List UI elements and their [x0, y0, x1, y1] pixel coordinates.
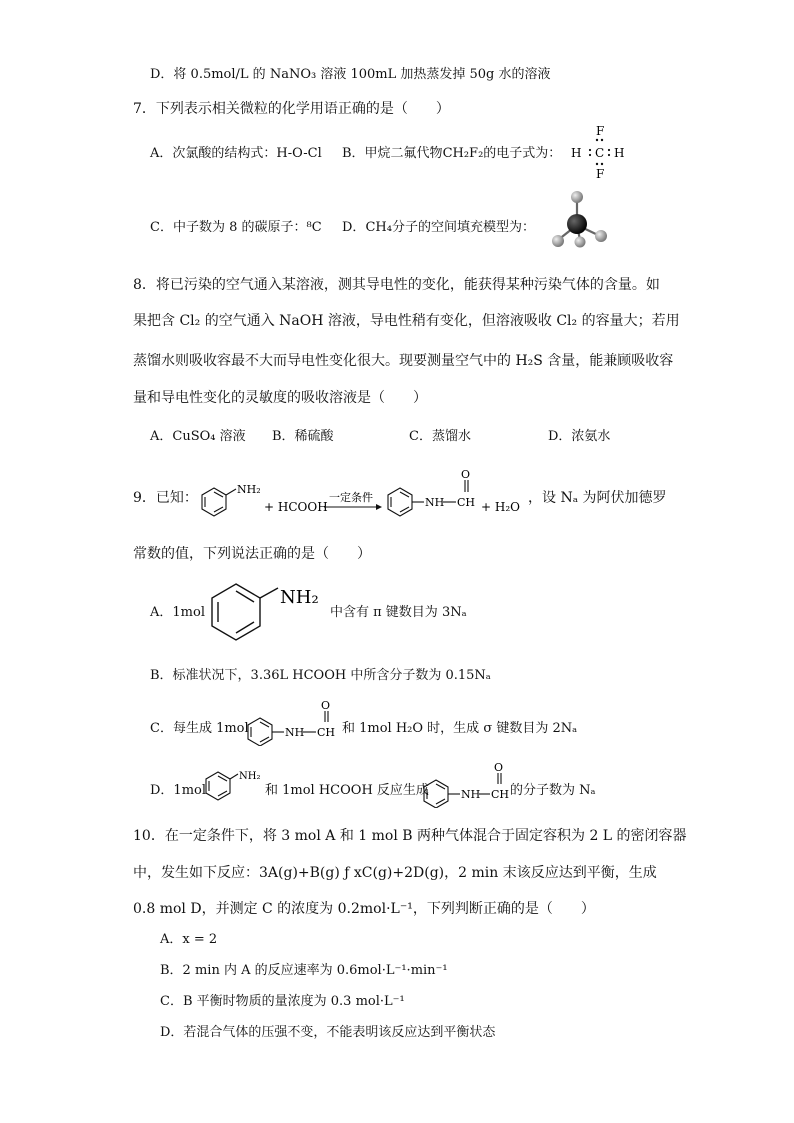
q9-option-c-formanilide	[244, 700, 344, 746]
lewis-f-top: F	[596, 124, 605, 138]
q10-option-d: D．若混合气体的压强不变，不能表明该反应达到平衡状态	[160, 1025, 496, 1040]
q7-option-d-prefix: D．	[342, 220, 366, 235]
q8-line-4: 量和导电性变化的灵敏度的吸收溶液是（ ）	[133, 390, 427, 406]
q10-option-c: C．B 平衡时物质的量浓度为 0.3 mol·L⁻¹	[160, 994, 405, 1009]
q7-option-d-formula: CH₄	[365, 220, 392, 235]
q9-reaction-equation	[196, 468, 526, 524]
q9-stem-line-2: 常数的值，下列说法正确的是（ ）	[133, 546, 371, 562]
q8-option-c: C．蒸馏水	[409, 429, 471, 444]
q9-option-a-prefix: A．1mol	[150, 605, 205, 620]
lewis-f-bottom: F	[596, 167, 605, 180]
q8-option-b: B．稀硫酸	[272, 429, 334, 444]
q10-option-b: B．2 min 内 A 的反应速率为 0.6mol·L⁻¹·min⁻¹	[160, 963, 448, 978]
q9-option-d-nh2: NH₂	[239, 771, 261, 782]
q9-option-d-suffix: 的分子数为 Nₐ	[510, 783, 596, 798]
q9-condition: 一定条件	[329, 491, 373, 504]
q7-stem: 7．下列表示相关微粒的化学用语正确的是（ ）	[133, 101, 450, 117]
lewis-structure-ch2f2	[566, 124, 628, 180]
q9-option-a-suffix: 中含有 π 键数目为 3Nₐ	[330, 605, 467, 620]
q8-line-1: 8．将已污染的空气通入某溶液，测其导电性的变化，能获得某种污染气体的含量。如	[133, 277, 660, 293]
q9-option-d-ch: CH	[491, 788, 510, 801]
q10-line-2: 中，发生如下反应：3A(g)+B(g) ƒ xC(g)+2D(g)，2 min 末该反应达到平衡，生成	[133, 865, 657, 881]
q7-option-b-prefix: B．甲烷二氟代物	[342, 146, 443, 161]
methane-model-image	[548, 188, 612, 250]
q9-product-o: O	[461, 468, 471, 481]
q9-option-d-mid: 和 1mol HCOOH 反应生成	[265, 783, 429, 798]
q9-option-a-nh2: NH₂	[280, 587, 319, 608]
q9-option-d-o: O	[494, 762, 504, 774]
q9-option-d-formanilide	[420, 762, 512, 808]
q7-option-b-suffix: 的电子式为：	[483, 146, 562, 161]
q9-option-d-nh: NH	[461, 788, 481, 801]
q10-option-a: A．x = 2	[160, 932, 218, 947]
lewis-h-right: H	[614, 146, 625, 160]
q9-option-b: B．标准状况下，3.36L HCOOH 中所含分子数为 0.15Nₐ	[150, 668, 491, 683]
lewis-c-center: C	[595, 146, 605, 160]
q9-plus-h2o: + H₂O	[481, 500, 520, 514]
q8-option-d: D．浓氨水	[548, 429, 611, 444]
q7-option-a: A．次氯酸的结构式：H-O-Cl	[150, 146, 322, 161]
q9-option-c-o: O	[321, 700, 331, 712]
lewis-h-left: H	[571, 146, 582, 160]
q9-product-ch: CH	[457, 496, 476, 509]
q9-option-c-prefix: C．每生成 1mol	[150, 721, 249, 736]
q9-option-a-aniline	[206, 578, 326, 644]
q7-option-d-suffix: 分子的空间填充模型为：	[391, 220, 535, 235]
q10-line-3: 0.8 mol D，并测定 C 的浓度为 0.2mol·L⁻¹，下列判断正确的是（ ）	[133, 901, 595, 917]
q7-option-b-formula: CH₂F₂	[442, 146, 484, 161]
q9-option-d-prefix: D．1mol	[150, 783, 207, 798]
q7-option-d	[342, 219, 535, 237]
q9-stem-suffix: ，设 Nₐ 为阿伏加德罗	[528, 490, 667, 506]
q7-option-b	[342, 145, 561, 163]
q9-prefix: 9．已知：	[133, 490, 198, 506]
q9-option-d-aniline	[204, 764, 264, 806]
q9-reactant-nh2: NH₂	[237, 483, 261, 496]
q8-line-2: 果把含 Cl₂ 的空气通入 NaOH 溶液，导电性稍有变化，但溶液吸收 Cl₂ 的容量大；若用	[133, 313, 680, 329]
q9-plus-hcooh: + HCOOH	[264, 500, 328, 514]
q8-line-3: 蒸馏水则吸收容最不大而导电性变化很大。现要测量空气中的 H₂S 含量，能兼顾吸收容	[133, 353, 674, 369]
q10-line-1: 10．在一定条件下，将 3 mol A 和 1 mol B 两种气体混合于固定容积为 2 L 的密闭容器	[133, 828, 687, 844]
q7-option-c: C．中子数为 8 的碳原子：⁸C	[150, 220, 322, 235]
q9-option-c-ch: CH	[317, 726, 336, 739]
q9-product-nh: NH	[425, 496, 445, 509]
q9-option-c-nh: NH	[285, 726, 305, 739]
q9-option-c-suffix: 和 1mol H₂O 时，生成 σ 键数目为 2Nₐ	[342, 721, 578, 736]
q8-option-a: A．CuSO₄ 溶液	[150, 429, 246, 444]
q6-option-d: D．将 0.5mol/L 的 NaNO₃ 溶液 100mL 加热蒸发掉 50g 水的溶液	[150, 67, 551, 82]
